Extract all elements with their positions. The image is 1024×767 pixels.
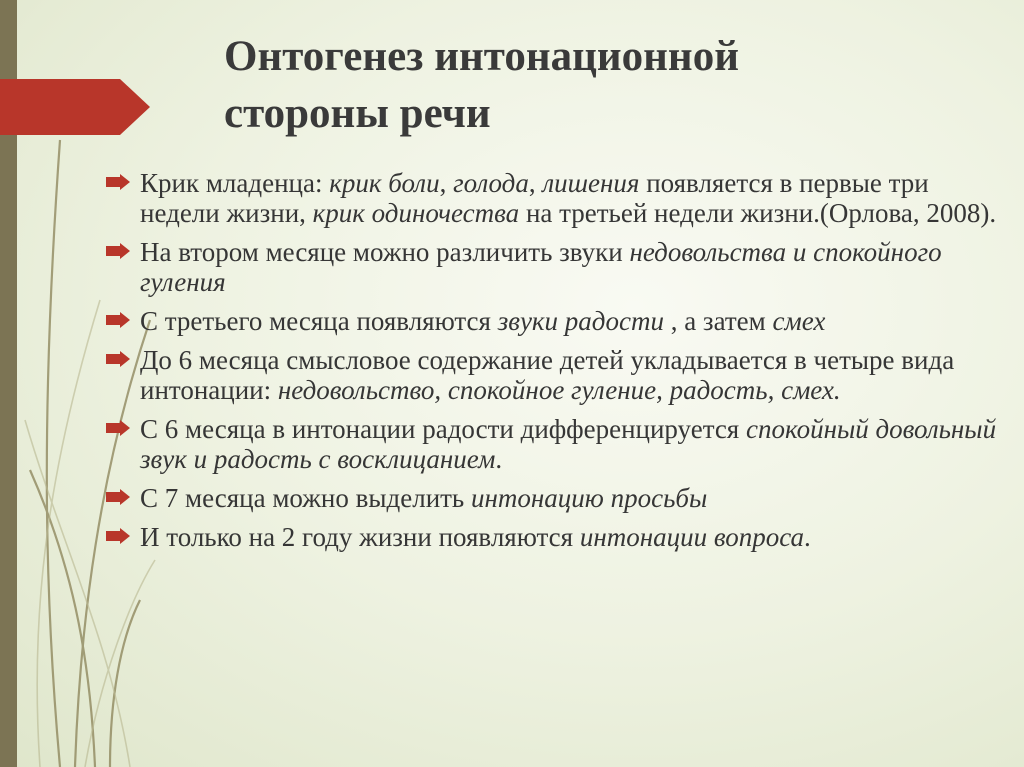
emphasis-run: крик одиночества [312, 198, 520, 228]
bullet-text [140, 483, 707, 513]
text-run: . [804, 522, 811, 552]
text-run: С 7 месяца можно выделить [140, 483, 472, 513]
bullet-item [106, 168, 1006, 228]
bullet-item [106, 237, 1006, 297]
text-run: Крик младенца: [140, 168, 330, 198]
slide-title [224, 28, 924, 142]
arrow-bullet-icon [106, 489, 130, 505]
emphasis-run: звуки радости [497, 306, 664, 336]
bullet-text [140, 414, 996, 474]
text-run: До 6 месяца смысловое содержание детей укладывается в четыре вида интонации: [140, 345, 955, 405]
arrow-bullet-icon [106, 174, 130, 190]
bullet-item [106, 345, 1006, 405]
bullet-item [106, 483, 1006, 513]
bullet-text [140, 168, 996, 228]
text-run: , а затем [663, 306, 773, 336]
emphasis-run: смех [772, 306, 826, 336]
title-line-2: стороны речи [224, 90, 491, 137]
text-run: И только на 2 году жизни появляются [140, 522, 580, 552]
arrow-bullet-icon [106, 528, 130, 544]
emphasis-run: лишения [542, 168, 640, 198]
arrow-bullet-icon [106, 351, 130, 367]
bullet-item [106, 306, 1006, 336]
title-accent-tab [0, 79, 150, 135]
emphasis-run: голода [453, 168, 529, 198]
bullet-text [140, 345, 954, 405]
text-run: . [495, 444, 503, 474]
text-run: С третьего месяца появляются [140, 306, 498, 336]
text-run: На втором месяце можно различить звуки [140, 237, 630, 267]
bullet-text [140, 306, 825, 336]
bullet-list [106, 168, 1006, 552]
text-run: появляется в первые три недели жизни, [140, 168, 929, 228]
bullet-text [140, 237, 942, 297]
bullet-item [106, 522, 1006, 552]
emphasis-run: недовольство, спокойное гуление, радость, смех. [277, 375, 841, 405]
emphasis-run: крик боли [329, 168, 440, 198]
bullet-text [140, 522, 811, 552]
text-run: , [439, 168, 454, 198]
emphasis-run: интонации вопроса [579, 522, 805, 552]
emphasis-run: спокойный довольный звук и радость с восклицанием [140, 414, 997, 474]
emphasis-run: интонацию просьбы [471, 483, 708, 513]
arrow-bullet-icon [106, 420, 130, 436]
text-run: , [528, 168, 543, 198]
text-run: С 6 месяца в интонации радости дифференцируется [140, 414, 746, 444]
arrow-bullet-icon [106, 243, 130, 259]
title-line-1: Онтогенез интонационной [224, 33, 739, 80]
arrow-bullet-icon [106, 312, 130, 328]
emphasis-run: недовольства и спокойного гуления [140, 237, 942, 297]
bullet-item [106, 414, 1006, 474]
text-run: на третьей недели жизни.(Орлова, 2008). [519, 198, 997, 228]
